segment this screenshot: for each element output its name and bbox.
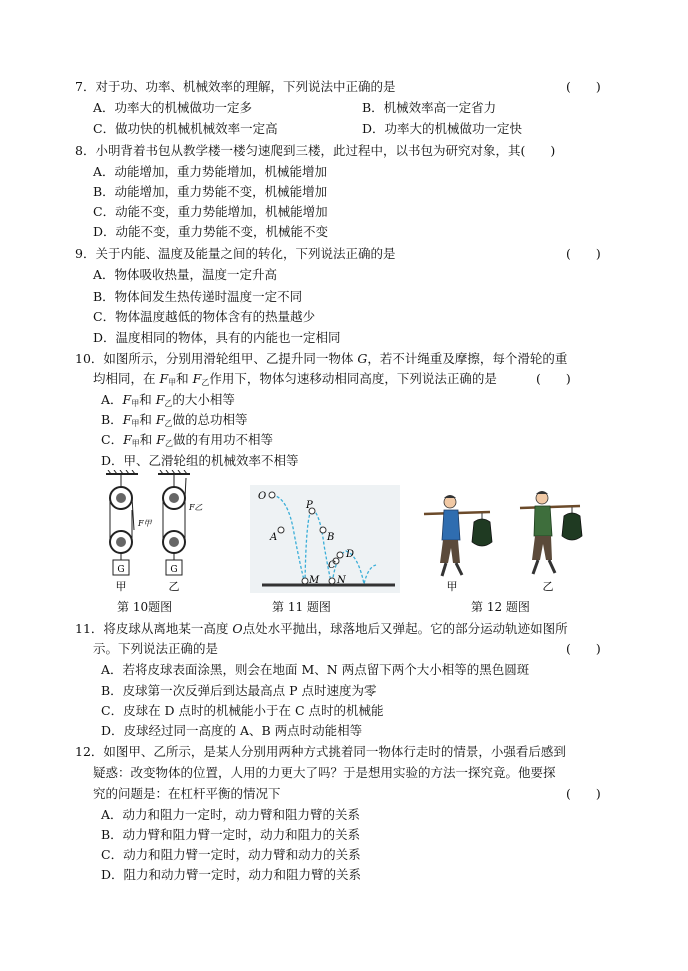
q11-text: 11．将皮球从离地某一高度 xyxy=(75,621,233,636)
q10-sub-jia: 甲 xyxy=(168,378,177,387)
q10-opt-prefix: B． xyxy=(101,412,123,427)
q10-text: 均相同，在 xyxy=(93,371,160,386)
q12-option-d: D．阻力和动力臂一定时，动力和阻力臂的关系 xyxy=(101,867,362,882)
q10-symbol-g: G xyxy=(357,351,368,366)
q10-sub-yi: 乙 xyxy=(164,419,173,428)
q12-line-1: 12．如图甲、乙所示，是某人分别用两种方式挑着同一物体行走时的情景，小强看后感到 xyxy=(75,744,566,759)
q10-text: 和 xyxy=(139,392,156,407)
fig12-yi-shirt xyxy=(534,506,552,536)
fig12-yi-bag xyxy=(562,513,582,540)
fig12-person-yi xyxy=(520,491,582,574)
q10-option-c xyxy=(101,432,273,452)
q10-option-d: D．甲、乙滑轮组的机械效率不相等 xyxy=(101,453,299,468)
q10-text: ，若不计绳重及摩擦，每个滑轮的重 xyxy=(367,351,568,366)
q9-answer-paren: ( ) xyxy=(566,246,601,261)
q11-option-c: C．皮球在 D 点时的机械能小于在 C 点时的机械能 xyxy=(101,703,384,718)
q10-symbol-f: F xyxy=(192,371,202,386)
fig12-label-yi: 乙 xyxy=(542,580,554,593)
q12-line-2: 疑惑：改变物体的位置，人用的力更大了吗？于是想用实验的方法一探究竟。他要探 xyxy=(93,765,556,780)
q7-option-b: B．机械效率高一定省力 xyxy=(362,100,497,115)
pulley-system-yi xyxy=(158,470,203,575)
q10-text: 和 xyxy=(139,432,157,447)
q8-stem: 8．小明背着书包从教学楼一楼匀速爬到三楼，此过程中，以书包为研究对象，其( ) xyxy=(75,143,556,158)
fig11-label-d: D xyxy=(346,549,355,560)
q10-text: 和 xyxy=(176,371,193,386)
fig11-label-o: O xyxy=(258,491,267,502)
q8-option-b: B．动能增加，重力势能不变，机械能增加 xyxy=(93,184,328,199)
fig11-label-p: P xyxy=(306,500,313,511)
q8-option-d: D．动能不变，重力势能不变，机械能不变 xyxy=(93,224,329,239)
fig12-caption: 第 12 题图 xyxy=(471,600,530,614)
q12-line-3: 究的问题是：在杠杆平衡的情况下 xyxy=(93,786,281,801)
fig12-person-jia xyxy=(424,495,492,576)
q11-line-2: 示。下列说法正确的是 xyxy=(93,641,219,656)
q10-sub-jia: 甲 xyxy=(131,419,140,428)
q10-text: 作用下，物体匀速移动相同高度，下列说法正确的是 xyxy=(209,371,497,386)
q10-symbol-f: F xyxy=(123,432,132,447)
fig11-label-c: C xyxy=(328,560,336,571)
q7-option-c: C．做功快的机械机械效率一定高 xyxy=(93,121,278,136)
q9-option-d: D．温度相同的物体，具有的内能也一定相同 xyxy=(93,330,341,345)
q10-text: 和 xyxy=(139,412,156,427)
q7-answer-paren: ( ) xyxy=(566,79,601,94)
fig10-force-jia-label: F甲 xyxy=(138,519,152,528)
q10-option-a xyxy=(101,392,235,412)
q9-option-b: B．物体间发生热传递时温度一定不同 xyxy=(93,289,303,304)
q11-option-a: A．若将皮球表面涂黑，则会在地面 M、N 两点留下两个大小相等的黑色圆斑 xyxy=(101,662,530,677)
q10-opt-prefix: C． xyxy=(101,432,124,447)
q10-line-2 xyxy=(93,371,497,391)
q10-sub-yi: 乙 xyxy=(164,439,173,448)
q12-option-a: A．动力和阻力一定时，动力臂和阻力臂的关系 xyxy=(101,807,361,822)
q7-option-a: A．功率大的机械做功一定多 xyxy=(93,100,253,115)
figure-10-pulleys xyxy=(100,470,210,595)
q9-option-c: C．物体温度越低的物体含有的热量越少 xyxy=(93,309,316,324)
q9-stem: 9．关于内能、温度及能量之间的转化，下列说法正确的是 xyxy=(75,246,396,261)
fig12-jia-shirt xyxy=(442,510,460,540)
q9-option-a: A．物体吸收热量，温度一定升高 xyxy=(93,267,278,282)
q11-option-d: D．皮球经过同一高度的 A、B 两点时动能相等 xyxy=(101,723,363,738)
q10-symbol-f: F xyxy=(122,412,132,427)
q11-line-1 xyxy=(75,621,568,637)
fig10-jia-weight-label: G xyxy=(117,565,125,575)
fig11-label-a: A xyxy=(270,532,278,543)
q10-opt-prefix: A． xyxy=(101,392,123,407)
q10-symbol-f: F xyxy=(156,432,165,447)
q10-option-b xyxy=(101,412,248,432)
q12-answer-paren: ( ) xyxy=(566,786,601,801)
q10-symbol-f: F xyxy=(159,371,169,386)
fig12-jia-bag xyxy=(472,519,492,546)
q11-answer-paren: ( ) xyxy=(566,641,601,656)
figure-11-ball-trajectory xyxy=(250,485,400,593)
fig11-caption: 第 11 题图 xyxy=(272,600,331,614)
q10-sub-jia: 甲 xyxy=(131,439,140,448)
q12-option-b: B．动力臂和阻力臂一定时，动力和阻力的关系 xyxy=(101,827,361,842)
q10-sub-yi: 乙 xyxy=(164,399,173,408)
q11-text: 点处水平抛出，球落地后又弹起。它的部分运动轨迹如图所 xyxy=(242,621,568,636)
fig10-caption: 第 10题图 xyxy=(117,600,173,614)
q7-option-d: D．功率大的机械做功一定快 xyxy=(362,121,523,136)
fig11-label-n: N xyxy=(337,575,346,586)
pulley-system-jia xyxy=(106,470,153,575)
q10-text: 的大小相等 xyxy=(172,392,235,407)
fig10-yi-weight-label: G xyxy=(170,565,178,575)
q10-sub-yi: 乙 xyxy=(201,378,210,387)
figure-12-carrying-people xyxy=(420,478,590,593)
q8-option-a: A．动能增加，重力势能增加，机械能增加 xyxy=(93,164,328,179)
q10-text: 做的总功相等 xyxy=(172,412,248,427)
fig12-label-jia: 甲 xyxy=(446,580,458,593)
fig10-label-jia: 甲 xyxy=(115,580,127,593)
q11-option-b: B．皮球第一次反弹后到达最高点 P 点时速度为零 xyxy=(101,683,377,698)
q10-symbol-f: F xyxy=(122,392,132,407)
q10-sub-jia: 甲 xyxy=(131,399,140,408)
fig11-label-b: B xyxy=(327,532,335,543)
fig11-point-o xyxy=(269,492,275,498)
q10-text: 10．如图所示，分别用滑轮组甲、乙提升同一物体 xyxy=(75,351,358,366)
q10-answer-paren: ( ) xyxy=(536,371,571,386)
q10-text: 做的有用功不相等 xyxy=(172,432,273,447)
fig11-label-m: M xyxy=(309,575,320,586)
q12-option-c: C．动力和阻力臂一定时，动力臂和动力的关系 xyxy=(101,847,361,862)
q10-symbol-f: F xyxy=(155,392,165,407)
q8-option-c: C．动能不变，重力势能增加，机械能增加 xyxy=(93,204,328,219)
q10-symbol-f: F xyxy=(155,412,165,427)
q11-symbol-o: O xyxy=(232,621,243,636)
q10-line-1 xyxy=(75,351,567,367)
fig10-label-yi: 乙 xyxy=(168,580,180,593)
fig10-force-yi-label: F乙 xyxy=(189,503,203,512)
q7-stem: 7．对于功、功率、机械效率的理解，下列说法中正确的是 xyxy=(75,79,396,94)
